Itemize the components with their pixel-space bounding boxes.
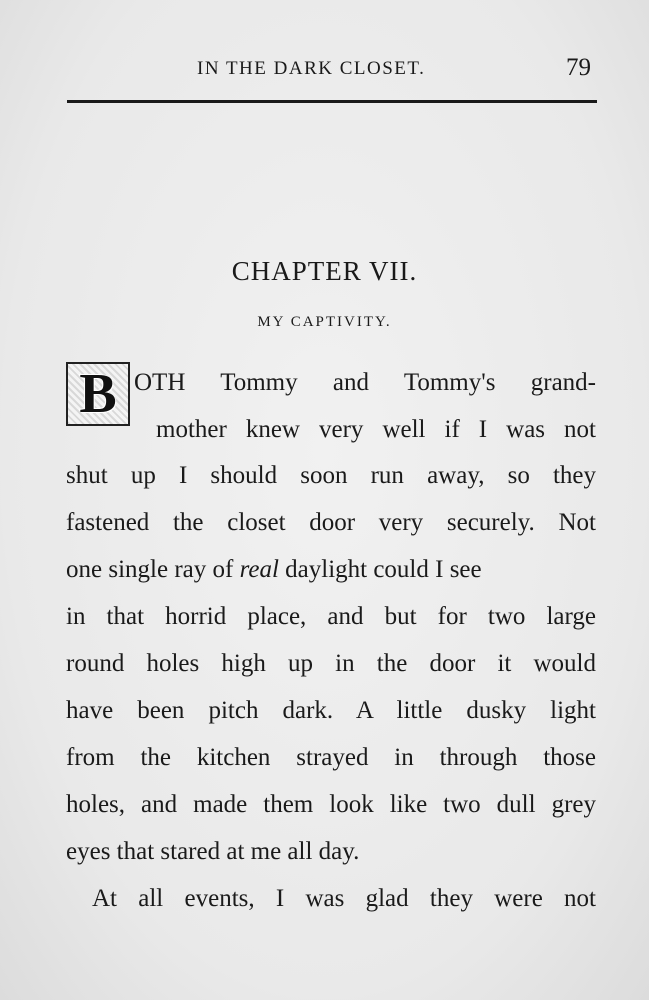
page-number: 79 [566, 54, 591, 81]
text-line-5-start: one single ray of [66, 556, 240, 583]
text-line-4: fastened the closet door very securely. Not [66, 509, 596, 536]
text-line-6: in that horrid place, and but for two large [66, 603, 596, 630]
chapter-title: CHAPTER VII. [231, 256, 418, 286]
text-line-1: OTH Tommy and Tommy's grand- [134, 369, 596, 396]
running-head: IN THE DARK CLOSET. [197, 58, 426, 79]
drop-cap-letter: B [79, 363, 117, 425]
text-line-3: shut up I should soon run away, so they [66, 462, 596, 489]
text-line-5 [66, 557, 596, 582]
italic-word: real [239, 556, 279, 583]
text-line-12: At all events, I was glad they were not [92, 885, 596, 912]
text-line-7: round holes high up in the door it would [66, 650, 596, 677]
text-line-10: holes, and made them look like two dull grey [66, 791, 596, 818]
ornamental-drop-cap [66, 362, 130, 426]
text-line-9: from the kitchen strayed in through those [66, 744, 596, 771]
text-line-5-end: daylight could I see [278, 556, 482, 583]
text-line-11: eyes that stared at me all day. [66, 838, 360, 865]
text-line-2: mother knew very well if I was not [156, 416, 596, 443]
text-line-8: have been pitch dark. A little dusky light [66, 697, 596, 724]
header-rule [67, 100, 597, 103]
chapter-subtitle: MY CAPTIVITY. [257, 314, 392, 330]
